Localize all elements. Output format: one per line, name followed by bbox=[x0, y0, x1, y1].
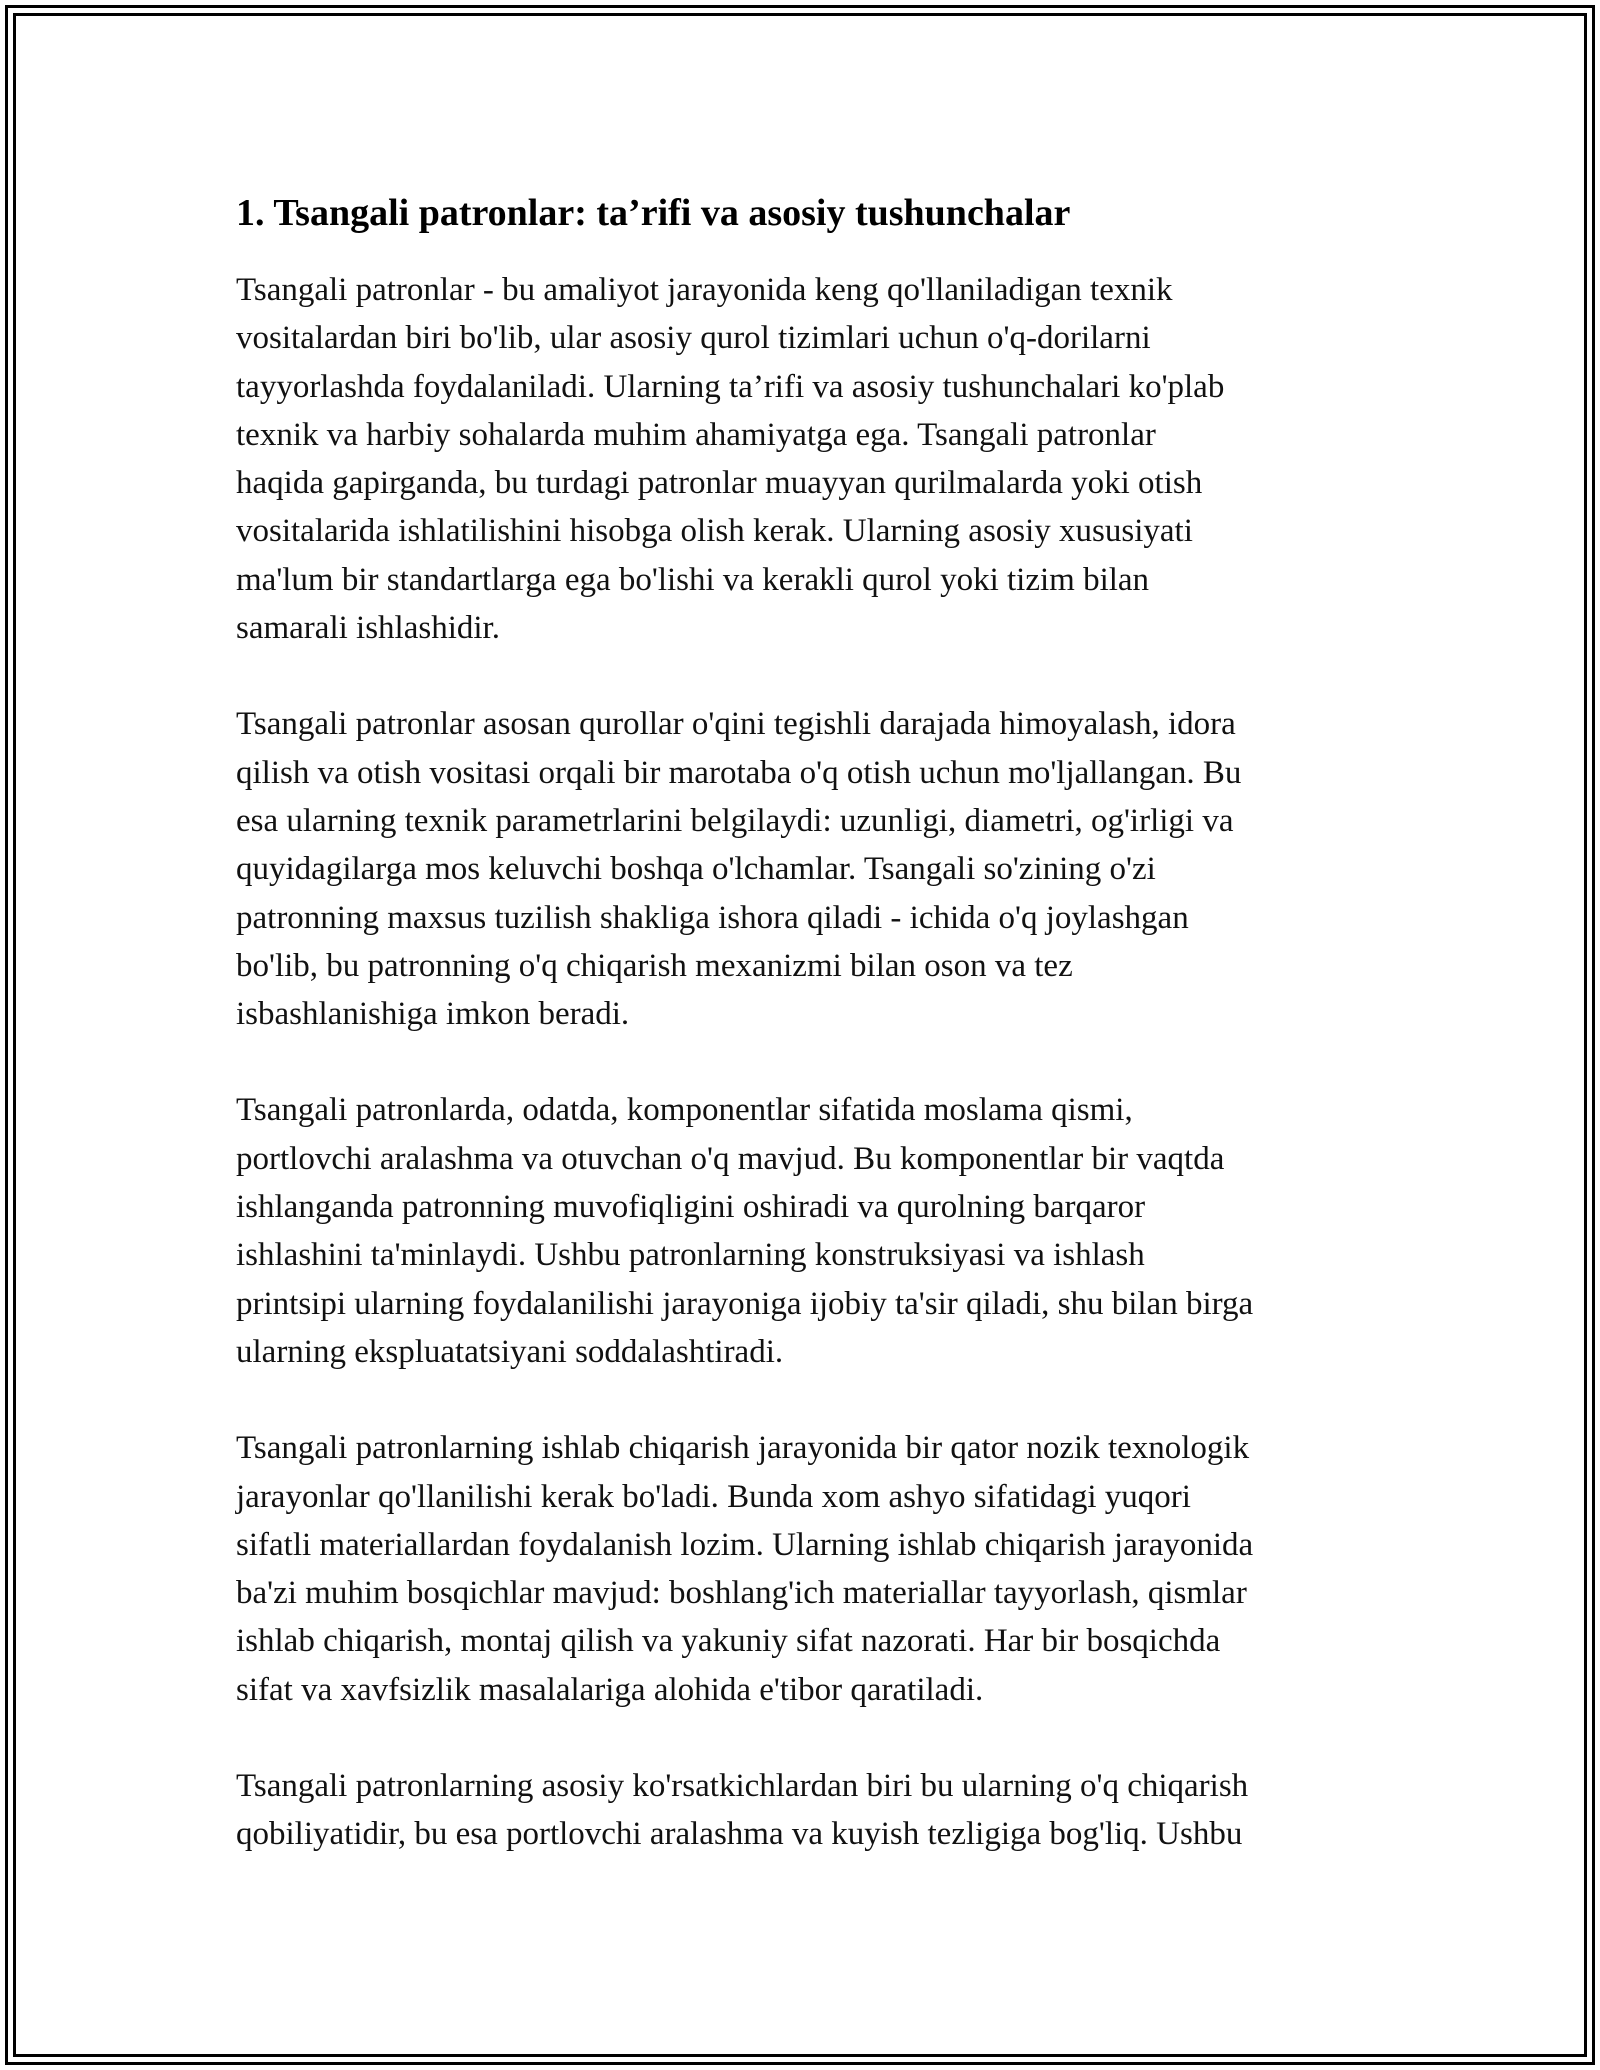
paragraph-2: Tsangali patronlar asosan qurollar o'qini tegishli darajada himoyalash, idora qilish va otish vositasi orqali bir marotaba o'q otish uchun mo'ljallangan. Bu esa ularning texnik parametrlarini belgilaydi: uzunligi, diametri, og'irligi va quyidagilarga mos keluvchi boshqa o'lchamlar. Tsangali so'zining o'zi patronning maxsus tuzilish shakliga ishora qiladi - ichida o'q joylashgan bo'lib, bu patronning o'q chiqarish mexanizmi bilan oson va tez isbashlanishiga imkon beradi. bbox=[236, 706, 1242, 1033]
section-heading: 1. Tsangali patronlar: ta’rifi va asosiy tushunchalar bbox=[236, 192, 1071, 234]
paragraph-4: Tsangali patronlarning ishlab chiqarish jarayonida bir qator nozik texnologik jarayonlar qo'llanilishi kerak bo'ladi. Bunda xom ashyo sifatidagi yuqori sifatli materiallardan foydalanish lozim. Ularning ishlab chiqarish jarayonida ba'zi muhim bosqichlar mavjud: boshlang'ich materiallar tayyorlash, qismlar ishlab chiqarish, montaj qilish va yakuniy sifat nazorati. Har bir bosqichda sifat va xavfsizlik masalalariga alohida e'tibor qaratiladi. bbox=[236, 1430, 1254, 1708]
paragraph-5: Tsangali patronlarning asosiy ko'rsatkichlardan biri bu ularning o'q chiqarish qobiliyatidir, bu esa portlovchi aralashma va kuyish tezligiga bog'liq. Ushbu bbox=[236, 1768, 1249, 1853]
paragraph-1: Tsangali patronlar - bu amaliyot jarayonida keng qo'llaniladigan texnik vositalardan biri bo'lib, ular asosiy qurol tizimlari uchun o'q-dorilarni tayyorlashda foydalaniladi. Ularning ta’rifi va asosiy tushunchalari ko'plab texnik va harbiy sohalarda muhim ahamiyatga ega. Tsangali patronlar haqida gapirganda, bu turdagi patronlar muayyan qurilmalarda yoki otish vositalarida ishlatilishini hisobga olish kerak. Ularning asosiy xususiyati ma'lum bir standartlarga ega bo'lishi va kerakli qurol yoki tizim bilan samarali ishlashidir. bbox=[236, 272, 1225, 647]
paragraph-3: Tsangali patronlarda, odatda, komponentlar sifatida moslama qismi, portlovchi aralashma va otuvchan o'q mavjud. Bu komponentlar bir vaqtda ishlanganda patronning muvofiqligini oshiradi va qurolning barqaror ishlashini ta'minlaydi. Ushbu patronlarning konstruksiyasi va ishlash printsipi ularning foydalanilishi jarayoniga ijobiy ta'sir qiladi, shu bilan birga ularning ekspluatatsiyani soddalashtiradi. bbox=[236, 1092, 1254, 1370]
document-body bbox=[236, 188, 1376, 1907]
